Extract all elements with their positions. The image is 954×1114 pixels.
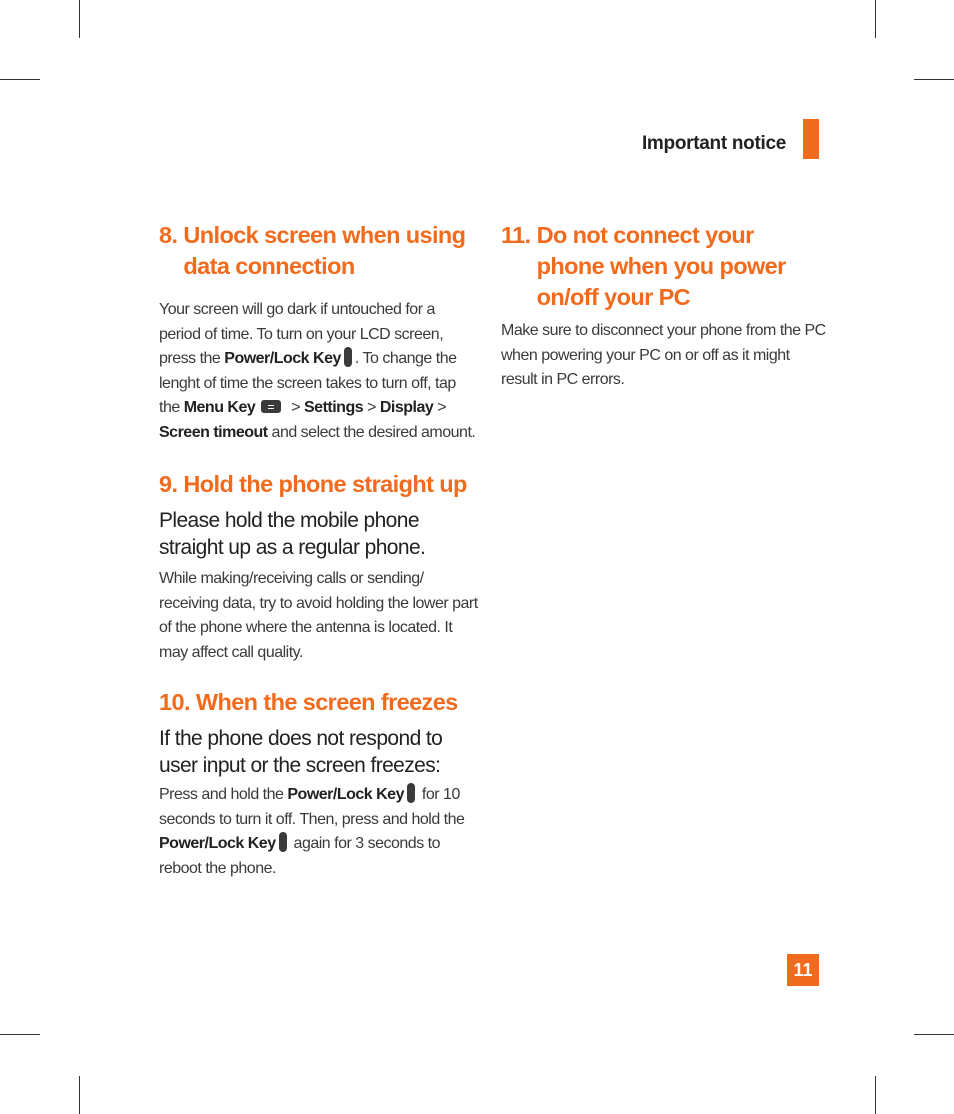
section-11-body: Make sure to disconnect your phone from the PC when powering your PC on or off as it might result in PC errors. (501, 322, 826, 388)
section-10-body: Press and hold the Power/Lock Key for 10 seconds to turn it off. Then, press and hold the Power/Lock Key again for 3 seconds to reboot the phone. (159, 783, 479, 881)
section-number: 9. (159, 471, 178, 497)
page-header-title: Important notice (641, 133, 786, 154)
power-lock-key-icon (344, 347, 352, 367)
power-lock-key-label: Power/Lock Key (287, 786, 404, 803)
section-10-heading (159, 687, 479, 718)
display-label: Display (379, 399, 434, 416)
menu-key-icon (261, 400, 281, 413)
section-number: 10. (159, 689, 190, 715)
power-lock-key-label: Power/Lock Key (159, 835, 276, 852)
crop-mark (0, 79, 40, 80)
screen-timeout-label: Screen timeout (159, 423, 268, 441)
section-number: 11. (501, 222, 531, 248)
crop-mark (79, 0, 80, 38)
crop-mark (0, 1034, 40, 1035)
section-10-lead: If the phone does not respond to user input or the screen freezes: (159, 727, 443, 777)
crop-mark (914, 79, 954, 80)
section-8-body: Your screen will go dark if untouched for a period of time. To turn on your LCD screen, press the Power/Lock Key . To change the lenght of time the screen takes to turn off, tap the Menu Key > Settings > Display > Screen timeout and select the desired amount. (159, 301, 476, 441)
section-8-heading (159, 220, 479, 282)
header-accent-bar (803, 119, 819, 159)
section-9-body: While making/receiving calls or sending/ receiving data, try to avoid holding the lower part of the phone where the antenna is located. It may affect call quality. (159, 570, 478, 661)
power-lock-key-icon (279, 832, 287, 852)
section-9-heading (159, 469, 479, 500)
power-lock-key-label: Power/Lock Key (224, 350, 341, 367)
section-9-lead: Please hold the mobile phone straight up as a regular phone. (159, 509, 426, 559)
section-11-heading (501, 220, 826, 313)
crop-mark (875, 0, 876, 38)
section-title: Hold the phone straight up (183, 471, 467, 497)
menu-key-label: Menu Key (183, 399, 256, 416)
page-number: 11 (787, 954, 819, 986)
power-lock-key-icon (407, 783, 415, 803)
section-title: When the screen freezes (195, 689, 458, 715)
crop-mark (875, 1076, 876, 1114)
section-number: 8. (159, 222, 178, 248)
left-column (159, 220, 479, 881)
section-title: Unlock screen when using data connection (183, 222, 466, 279)
section-title: Do not connect your phone when you power on/off your PC (536, 222, 786, 310)
crop-mark (914, 1034, 954, 1035)
settings-label: Settings (304, 399, 364, 416)
right-column (501, 220, 826, 393)
crop-mark (79, 1076, 80, 1114)
